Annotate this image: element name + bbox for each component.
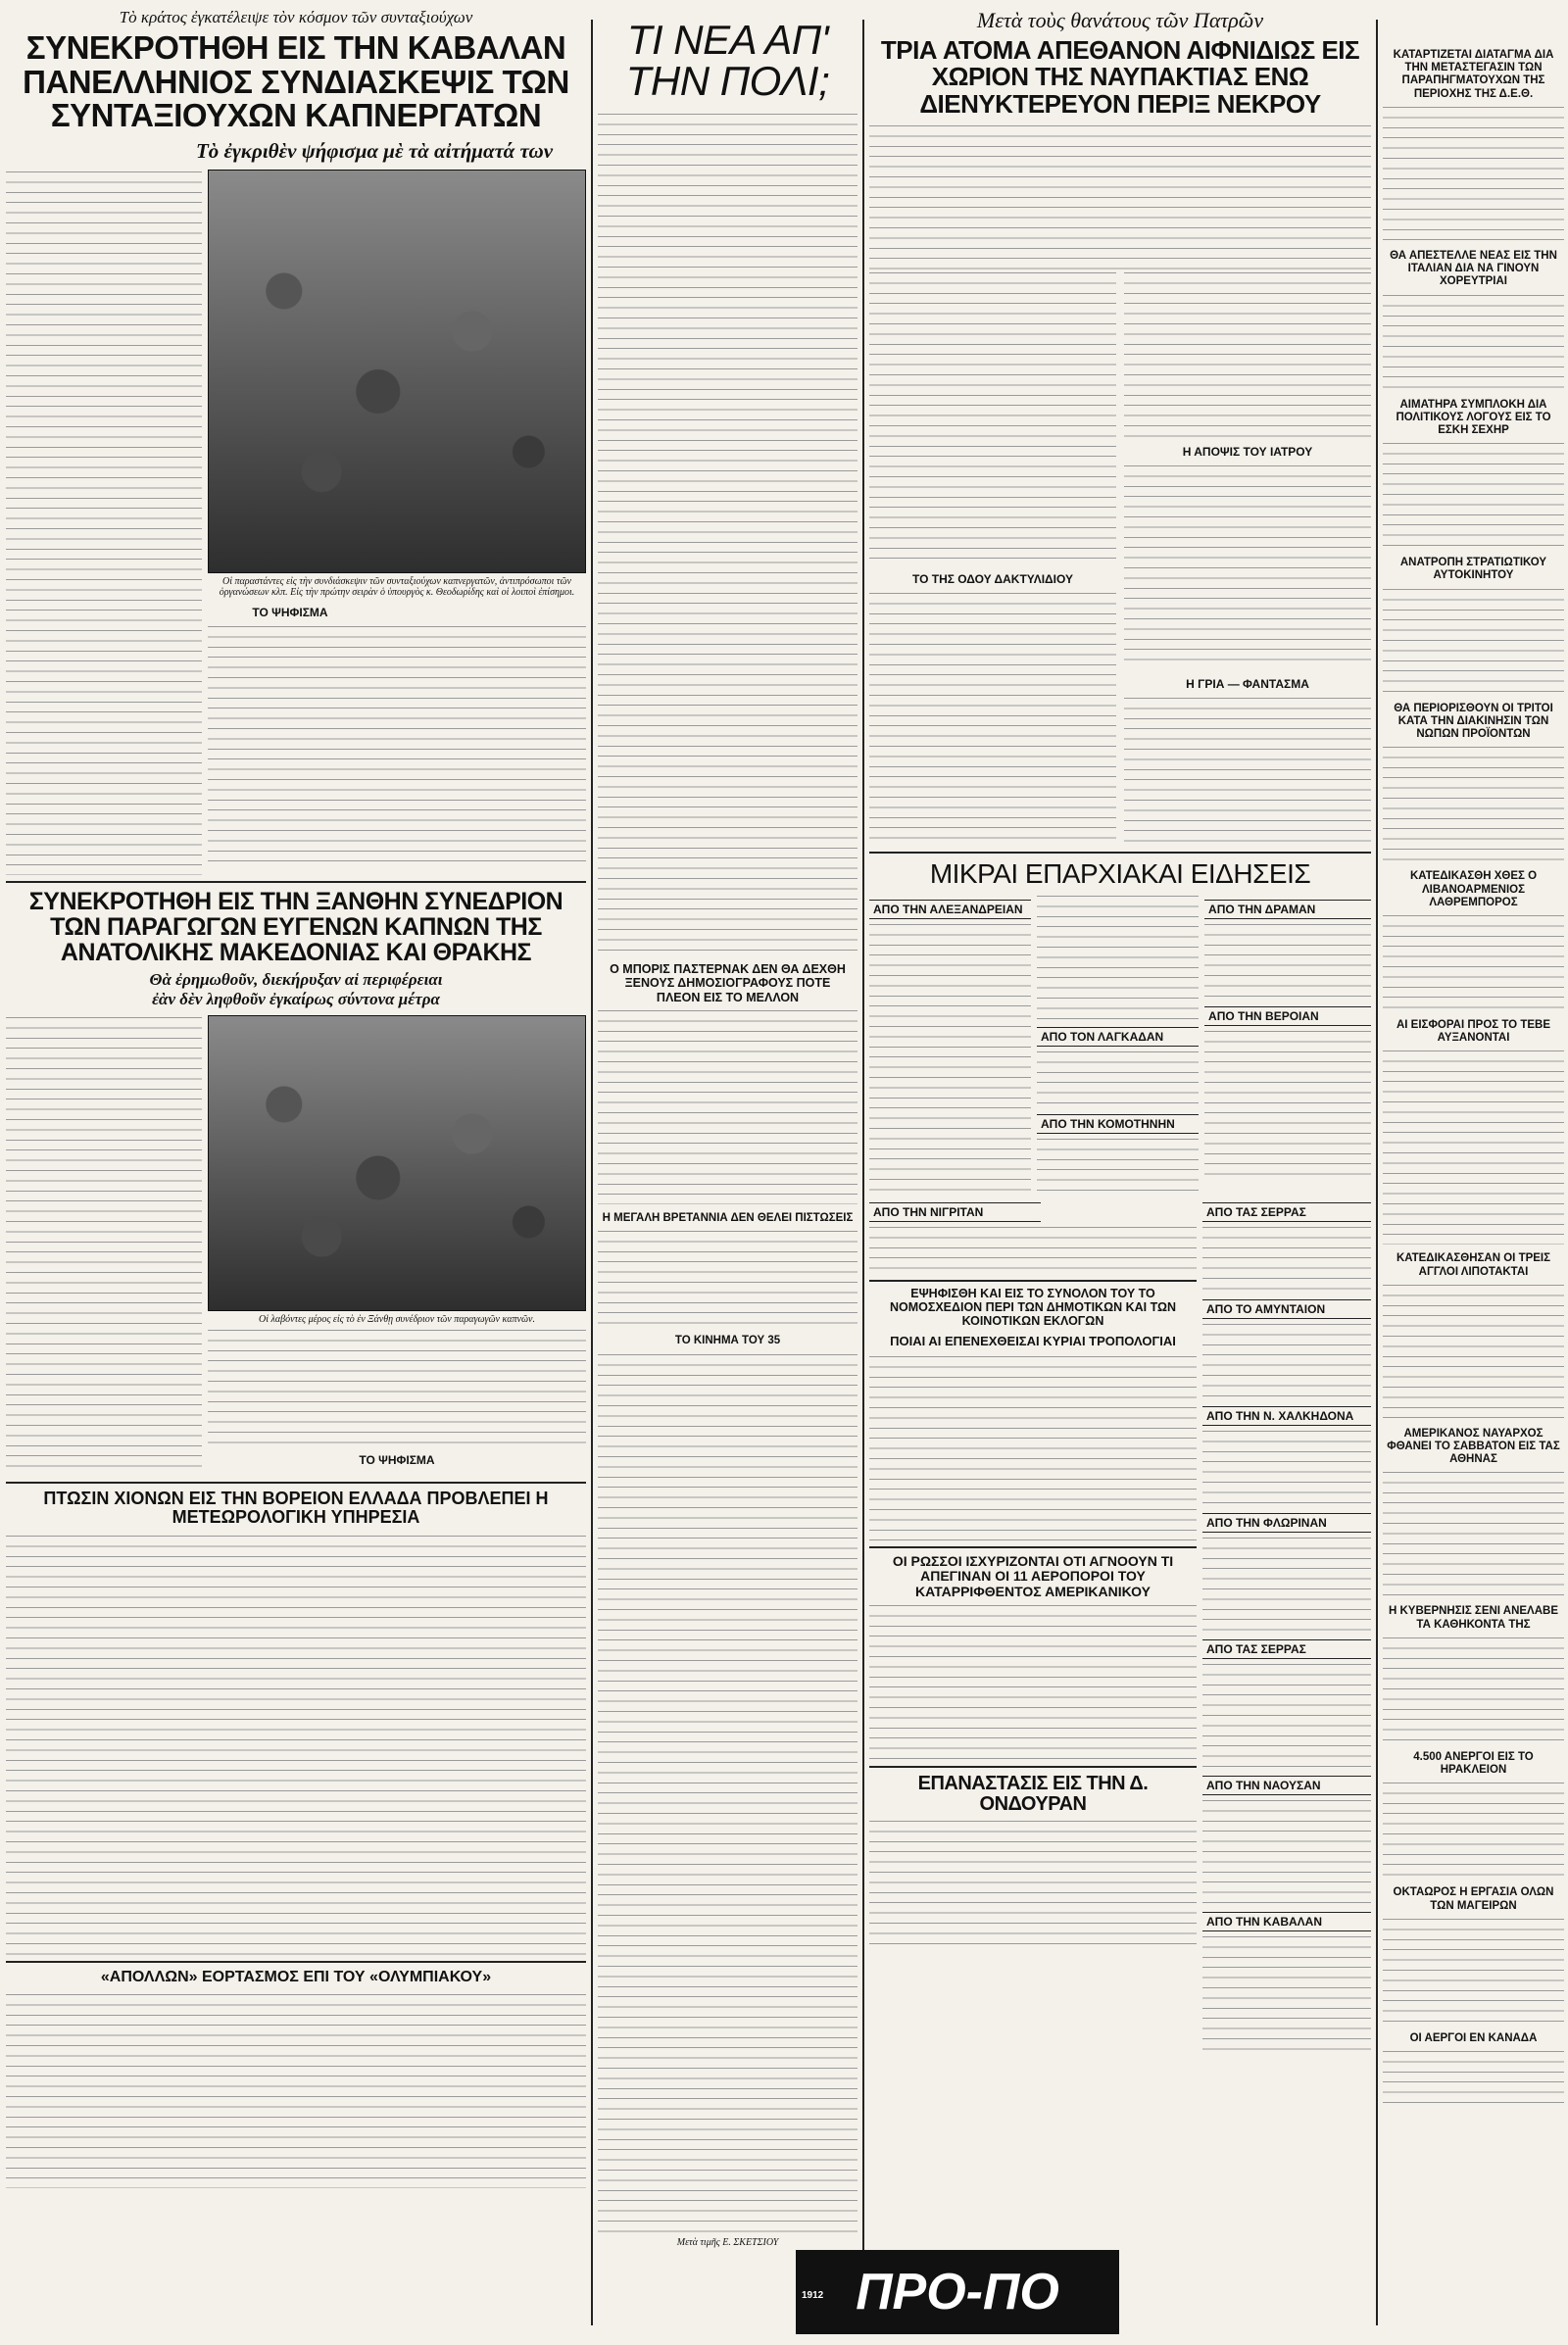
article-text bbox=[1037, 1137, 1199, 1196]
place-label: ΑΠΟ ΤΗΝ ΝΙΓΡΙΤΑΝ bbox=[869, 1202, 1041, 1222]
article-text bbox=[1124, 270, 1371, 437]
article-text bbox=[1204, 1029, 1371, 1176]
place-label: ΑΠΟ ΤΗΝ Ν. ΧΑΛΚΗΔΟΝΑ bbox=[1202, 1406, 1371, 1426]
place-label: ΑΠΟ ΤΗΝ ΝΑΟΥΣΑΝ bbox=[1202, 1776, 1371, 1795]
brief-headline: Η ΚΥΒΕΡΝΗΣΙΣ ΣΕΝΙ ΑΝΕΛΑΒΕ ΤΑ ΚΑΘΗΚΟΝΤΑ ΤΗΣ bbox=[1389, 1605, 1558, 1631]
brief-headline: ΟΚΤΑΩΡΟΣ Η ΕΡΓΑΣΙΑ ΟΛΩΝ ΤΩΝ ΜΑΓΕΙΡΩΝ bbox=[1393, 1886, 1554, 1912]
column-rule bbox=[862, 20, 864, 2325]
article-text bbox=[1383, 293, 1564, 391]
headline-elections: ΕΨΗΦΙΣΘΗ ΚΑΙ ΕΙΣ ΤΟ ΣΥΝΟΛΟΝ ΤΟΥ ΤΟ ΝΟΜΟΣΧΕΔΙΟΝ ΠΕΡΙ ΤΩΝ ΔΗΜΟΤΙΚΩΝ ΚΑΙ ΤΩΝ ΚΟΙΝΟΤΙΚΩΝ ΕΚΛΟΓΩΝ bbox=[889, 1287, 1177, 1328]
brief-headline: ΑΝΑΤΡΟΠΗ ΣΤΡΑΤΙΩΤΙΚΟΥ ΑΥΤΟΚΙΝΗΤΟΥ bbox=[1399, 557, 1547, 582]
brief-headline: ΑΙ ΕΙΣΦΟΡΑΙ ΠΡΟΣ ΤΟ ΤΕΒΕ ΑΥΞΑΝΟΝΤΑΙ bbox=[1396, 1018, 1550, 1045]
article-text bbox=[869, 270, 1116, 564]
divider bbox=[6, 881, 586, 883]
article-text bbox=[869, 123, 1371, 270]
section-label: Η ΓΡΙΑ — ΦΑΝΤΑΣΜΑ bbox=[1186, 676, 1309, 691]
place-label: ΑΠΟ ΤΗΝ ΔΡΑΜΑΝ bbox=[1204, 900, 1371, 919]
article-text bbox=[598, 1229, 858, 1327]
article-text bbox=[6, 1534, 586, 1955]
section-label: ΤΟ ΨΗΦΙΣΜΑ bbox=[359, 1452, 435, 1467]
article-text bbox=[869, 1819, 1197, 1946]
article-text bbox=[1202, 1798, 1371, 1906]
column-rule bbox=[1376, 20, 1378, 2325]
subhead-elections: ΠΟΙΑΙ ΑΙ ΕΠΕΝΕΧΘΕΙΣΑΙ ΚΥΡΙΑΙ ΤΡΟΠΟΛΟΓΙΑΙ bbox=[890, 1333, 1176, 1348]
propo-banner bbox=[796, 2250, 1119, 2334]
place-label: ΑΠΟ ΤΗΝ ΚΑΒΑΛΑΝ bbox=[1202, 1912, 1371, 1931]
article-text bbox=[1202, 1662, 1371, 1770]
photo-caption: Οἱ παραστάντες εἰς τὴν συνδιάσκεψιν τῶν συνταξιούχων καπνεργατῶν, ἀντιπρόσωποι τῶν ὀργανώσεων κλπ. Εἰς τὴν πρώτην σειρὰν ὁ ὑπουργὸς κ. Θεοδωρίδης καὶ οἱ λοιποὶ ἐπίσημοι. bbox=[219, 575, 575, 598]
article-text bbox=[1383, 1470, 1564, 1597]
place-label: ΑΠΟ ΤΟ ΑΜΥΝΤΑΙΟΝ bbox=[1202, 1299, 1371, 1319]
subhead-xanthi-a: Θὰ ἐρημωθοῦν, διεκήρυξαν αἱ περιφέρειαι bbox=[149, 969, 443, 989]
headline-nafpaktia: ΤΡΙΑ ΑΤΟΜΑ ΑΠΕΘΑΝΟΝ ΑΙΦΝΙΔΙΩΣ ΕΙΣ ΧΩΡΙΟΝ ΤΗΣ ΝΑΥΠΑΚΤΙΑΣ ΕΝΩ ΔΙΕΝΥΚΤΕΡΕΥΟΝ ΠΕΡΙΞ ΝΕΚΡΟΥ bbox=[880, 35, 1360, 119]
section-label: Η ΑΠΟΨΙΣ ΤΟΥ ΙΑΤΡΟΥ bbox=[1182, 444, 1313, 459]
headline-apollon: «ΑΠΟΛΛΩΝ» ΕΟΡΤΑΣΜΟΣ ΕΠΙ ΤΟΥ «ΟΛΥΜΠΙΑΚΟΥ» bbox=[100, 1969, 492, 1986]
photo-caption: Οἱ λαβόντες μέρος εἰς τὸ ἐν Ξάνθῃ συνέδριον τῶν παραγωγῶν καπνῶν. bbox=[259, 1313, 535, 1325]
place-label: ΑΠΟ ΤΗΝ ΑΛΕΞΑΝΔΡΕΙΑΝ bbox=[869, 900, 1031, 919]
divider bbox=[869, 1766, 1197, 1768]
section-heading-provincial: ΜΙΚΡΑΙ ΕΠΑΡΧΙΑΚΑΙ ΕΙΔΗΣΕΙΣ bbox=[929, 857, 1311, 889]
article-text bbox=[208, 1328, 586, 1445]
subhead-xanthi-b: ἐὰν δὲν ληφθοῦν ἐγκαίρως σύντονα μέτρα bbox=[152, 989, 440, 1008]
section-label: ΤΟ ΨΗΦΙΣΜΑ bbox=[252, 605, 328, 619]
article-text bbox=[869, 1225, 1197, 1274]
place-label: ΑΠΟ ΤΟΝ ΛΑΓΚΑΔΑΝ bbox=[1037, 1027, 1199, 1047]
article-text bbox=[208, 624, 586, 865]
brief-headline: ΘΑ ΑΠΕΣΤΕΛΛΕ ΝΕΑΣ ΕΙΣ ΤΗΝ ΙΤΑΛΙΑΝ ΔΙΑ ΝΑ ΓΙΝΟΥΝ ΧΟΡΕΥΤΡΙΑΙ bbox=[1390, 249, 1557, 288]
brief-headline: ΚΑΤΕΔΙΚΑΣΘΗ ΧΘΕΣ Ο ΛΙΒΑΝΟΑΡΜΕΝΙΟΣ ΛΑΘΡΕΜΠΟΡΟΣ bbox=[1409, 870, 1538, 908]
photo-xanthi bbox=[208, 1015, 586, 1311]
brief-headline: ΟΙ ΑΕΡΓΟΙ ΕΝ ΚΑΝΑΔΑ bbox=[1409, 2031, 1538, 2044]
headline-xanthi: ΣΥΝΕΚΡΟΤΗΘΗ ΕΙΣ ΤΗΝ ΞΑΝΘΗΝ ΣΥΝΕΔΡΙΟΝ ΤΩΝ ΠΑΡΑΓΩΓΩΝ ΕΥΓΕΝΩΝ ΚΑΠΝΩΝ ΤΗΣ ΑΝΑΤΟΛΙΚΗΣ ΜΑΚΕΔΟΝΙΑΣ ΚΑΙ ΘΡΑΚΗΣ bbox=[28, 887, 564, 967]
divider bbox=[869, 852, 1371, 854]
article-text bbox=[598, 112, 858, 954]
article-text bbox=[1383, 2049, 1564, 2108]
article-text bbox=[1202, 1322, 1371, 1400]
article-text bbox=[1383, 745, 1564, 862]
propo-label: 1912 bbox=[802, 2290, 824, 2301]
article-text bbox=[1383, 105, 1564, 242]
article-text bbox=[1204, 922, 1371, 1001]
article-text bbox=[1202, 1934, 1371, 2052]
article-text bbox=[6, 1015, 202, 1476]
article-text bbox=[1383, 1049, 1564, 1245]
article-text bbox=[1202, 1429, 1371, 1507]
column-rule bbox=[591, 20, 593, 2325]
place-label: ΑΠΟ ΤΗΝ ΚΟΜΟΤΗΝΗΝ bbox=[1037, 1114, 1199, 1134]
article-text bbox=[1202, 1536, 1371, 1634]
propo-text: ΠΡΟ-ΠΟ bbox=[856, 2264, 1059, 2321]
divider bbox=[6, 1482, 586, 1484]
article-text bbox=[1124, 696, 1371, 843]
article-text bbox=[1202, 1225, 1371, 1294]
headline-poli: ΤΙ ΝΕΑ ΑΠ' ΤΗΝ ΠΟΛΙ; bbox=[625, 17, 830, 104]
place-label: ΑΠΟ ΤΑΣ ΣΕΡΡΑΣ bbox=[1202, 1202, 1371, 1222]
brief-headline: ΘΑ ΠΕΡΙΟΡΙΣΘΟΥΝ ΟΙ ΤΡΙΤΟΙ ΚΑΤΑ ΤΗΝ ΔΙΑΚΙΝΗΣΙΝ ΤΩΝ ΝΩΠΩΝ ΠΡΟΪΟΝΤΩΝ bbox=[1394, 702, 1553, 741]
headline-honduras: ΕΠΑΝΑΣΤΑΣΙΣ ΕΙΣ ΤΗΝ Δ. ΟΝΔΟΥΡΑΝ bbox=[917, 1773, 1149, 1815]
article-text bbox=[1037, 894, 1199, 1021]
section-label: ΤΟ ΤΗΣ ΟΔΟΥ ΔΑΚΤΥΛΙΔΙΟΥ bbox=[911, 571, 1074, 586]
article-text bbox=[1383, 1636, 1564, 1743]
article-text bbox=[6, 170, 202, 875]
article-text bbox=[1383, 441, 1564, 549]
photo-conference bbox=[208, 170, 586, 573]
brief-headline: ΑΜΕΡΙΚΑΝΟΣ ΝΑΥΑΡΧΟΣ ΦΘΑΝΕΙ ΤΟ ΣΑΒΒΑΤΟΝ ΕΙΣ ΤΑΣ ΑΘΗΝΑΣ bbox=[1387, 1427, 1560, 1466]
article-text bbox=[1383, 1781, 1564, 1879]
article-text bbox=[1383, 913, 1564, 1011]
place-label: ΑΠΟ ΤΗΝ ΦΛΩΡΙΝΑΝ bbox=[1202, 1513, 1371, 1533]
article-text bbox=[869, 591, 1116, 846]
brief-headline: 4.500 ΑΝΕΡΓΟΙ ΕΙΣ ΤΟ ΗΡΑΚΛΕΙΟΝ bbox=[1413, 1750, 1534, 1777]
signature: Μετὰ τιμῆς Ε. ΣΚΕΤΣΙΟΥ bbox=[676, 2236, 779, 2248]
kicker: Μετὰ τοὺς θανάτους τῶν Πατρῶν bbox=[976, 8, 1264, 32]
column-middle bbox=[598, 0, 858, 2251]
article-text bbox=[598, 1008, 858, 1204]
article-text bbox=[6, 1992, 586, 2188]
column-right bbox=[1383, 0, 1564, 2108]
brief-headline: ΚΑΤΑΡΤΙΖΕΤΑΙ ΔΙΑΤΑΓΜΑ ΔΙΑ ΤΗΝ ΜΕΤΑΣΤΕΓΑΣΙΝ ΤΩΝ ΠΑΡΑΠΗΓΜΑΤΟΥΧΩΝ ΤΗΣ ΠΕΡΙΟΧΗΣ ΤΗΣ Δ.Ε.Θ. bbox=[1393, 49, 1554, 100]
divider bbox=[869, 1546, 1197, 1548]
divider bbox=[869, 1280, 1197, 1282]
article-text bbox=[1037, 1050, 1199, 1108]
article-text bbox=[869, 1603, 1197, 1760]
article-text bbox=[1383, 1917, 1564, 2025]
article-text bbox=[598, 1352, 858, 2234]
headline-kinima: ΤΟ ΚΙΝΗΜΑ ΤΟΥ 35 bbox=[674, 1335, 781, 1347]
brief-headline: ΚΑΤΕΔΙΚΑΣΘΗΣΑΝ ΟΙ ΤΡΕΙΣ ΑΓΓΛΟΙ ΛΙΠΟΤΑΚΤΑΙ bbox=[1396, 1252, 1551, 1278]
column-center bbox=[869, 0, 1371, 2052]
place-label: ΑΠΟ ΤΗΝ ΒΕΡΟΙΑΝ bbox=[1204, 1006, 1371, 1026]
headline-kavala: ΣΥΝΕΚΡΟΤΗΘΗ ΕΙΣ ΤΗΝ ΚΑΒΑΛΑΝ ΠΑΝΕΛΛΗΝΙΟΣ ΣΥΝΔΙΑΣΚΕΨΙΣ ΤΩΝ ΣΥΝΤΑΞΙΟΥΧΩΝ ΚΑΠΝΕΡΓΑΤΩΝ bbox=[23, 29, 569, 134]
brief-headline: ΑΙΜΑΤΗΡΑ ΣΥΜΠΛΟΚΗ ΔΙΑ ΠΟΛΙΤΙΚΟΥΣ ΛΟΓΟΥΣ ΕΙΣ ΤΟ ΕΣΚΗ ΣΕΧΗΡ bbox=[1396, 398, 1551, 436]
column-left bbox=[6, 0, 586, 2188]
headline-britain: Η ΜΕΓΑΛΗ ΒΡΕΤΑΝΝΙΑ ΔΕΝ ΘΕΛΕΙ ΠΙΣΤΩΣΕΙΣ bbox=[602, 1212, 854, 1225]
article-text bbox=[869, 1354, 1197, 1540]
headline-pasternak: Ο ΜΠΟΡΙΣ ΠΑΣΤΕΡΝΑΚ ΔΕΝ ΘΑ ΔΕΧΘΗ ΞΕΝΟΥΣ ΔΗΜΟΣΙΟΓΡΑΦΟΥΣ ΠΟΤΕ ΠΛΕΟΝ ΕΙΣ ΤΟ ΜΕΛΛΟΝ bbox=[610, 962, 846, 1004]
divider bbox=[6, 1961, 586, 1963]
kicker: Τὸ κράτος ἐγκατέλειψε τὸν κόσμον τῶν συνταξιούχων bbox=[119, 8, 473, 26]
headline-snow: ΠΤΩΣΙΝ ΧΙΟΝΩΝ ΕΙΣ ΤΗΝ ΒΟΡΕΙΟΝ ΕΛΛΑΔΑ ΠΡΟΒΛΕΠΕΙ Η ΜΕΤΕΩΡΟΛΟΓΙΚΗ ΥΠΗΡΕΣΙΑ bbox=[43, 1488, 549, 1528]
article-text bbox=[869, 922, 1031, 1197]
place-label: ΑΠΟ ΤΑΣ ΣΕΡΡΑΣ bbox=[1202, 1639, 1371, 1659]
article-text bbox=[1124, 464, 1371, 669]
article-text bbox=[1383, 587, 1564, 695]
subhead-kavala: Τὸ ἐγκριθὲν ψήφισμα μὲ τὰ αἰτήματά των bbox=[195, 138, 554, 163]
headline-russians: ΟΙ ΡΩΣΣΟΙ ΙΣΧΥΡΙΖΟΝΤΑΙ ΟΤΙ ΑΓΝΟΟΥΝ ΤΙ ΑΠΕΓΙΝΑΝ ΟΙ 11 ΑΕΡΟΠΟΡΟΙ ΤΟΥ ΚΑΤΑΡΡΙΦΘΕΝΤΟΣ ΑΜΕΡΙΚΑΝΙΚΟΥ bbox=[892, 1552, 1174, 1599]
article-text bbox=[1383, 1283, 1564, 1420]
